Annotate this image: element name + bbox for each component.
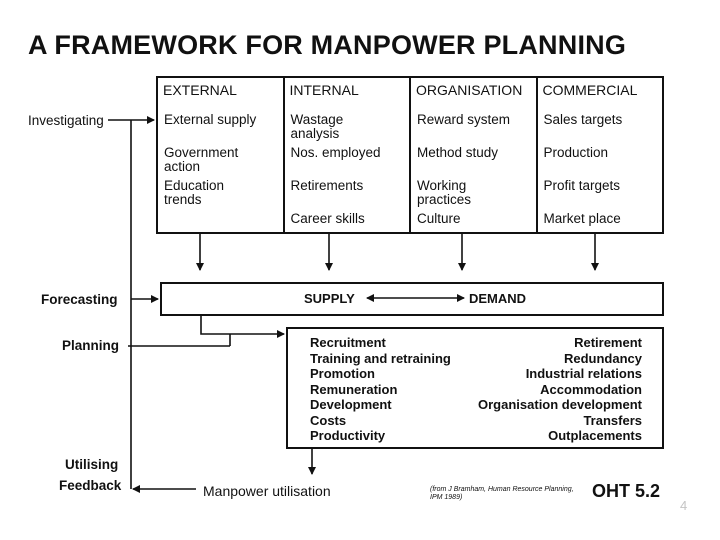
factor-item: Method study <box>417 145 499 160</box>
page-title: A FRAMEWORK FOR MANPOWER PLANNING <box>28 30 627 60</box>
column-header: INTERNAL <box>289 82 359 98</box>
column-header: EXTERNAL <box>163 82 237 98</box>
factor-item: Culture <box>417 211 461 226</box>
planning-item: Redundancy <box>563 350 642 366</box>
supply-to-planning-line <box>201 316 284 334</box>
planning-item: Development <box>310 397 392 412</box>
stage-forecasting: Forecasting <box>41 292 118 307</box>
factor-item: Reward system <box>417 112 511 127</box>
stage-investigating: Investigating <box>28 113 104 128</box>
planning-item: Remuneration <box>310 381 398 397</box>
planning-item: Outplacements <box>548 428 642 443</box>
factor-item: Profit targets <box>543 178 621 193</box>
demand-label: DEMAND <box>469 291 527 306</box>
factor-item: Government action <box>164 145 239 174</box>
manpower-utilisation-label: Manpower utilisation <box>203 483 331 499</box>
factor-item: Production <box>543 145 609 160</box>
factor-item: Wastage analysis <box>290 112 344 141</box>
citation-text: (from J Bramham, Human Resource Planning, IPM 1989) <box>430 486 574 501</box>
planning-item: Industrial relations <box>525 366 642 381</box>
slide-code: OHT 5.2 <box>592 481 661 501</box>
factor-item: Education trends <box>164 178 225 207</box>
planning-item: Transfers <box>583 412 642 428</box>
factor-item: Retirements <box>290 178 364 193</box>
factor-item: External supply <box>164 112 257 127</box>
stage-utilising: Utilising <box>65 457 119 472</box>
factor-item: Market place <box>543 211 621 226</box>
stage-feedback: Feedback <box>59 478 122 493</box>
column-header: COMMERCIAL <box>542 82 638 98</box>
factor-item: Nos. employed <box>290 145 381 160</box>
planning-item: Costs <box>310 412 347 428</box>
factor-item: Career skills <box>290 211 365 226</box>
factor-item: Working practices <box>417 178 472 207</box>
planning-item: Retirement <box>574 335 642 350</box>
stage-planning: Planning <box>62 338 119 353</box>
planning-item: Promotion <box>310 366 375 381</box>
planning-item: Productivity <box>310 428 386 443</box>
factor-item: Sales targets <box>543 112 623 127</box>
supply-label: SUPPLY <box>304 291 355 306</box>
column-header: ORGANISATION <box>416 82 523 98</box>
planning-item: Accommodation <box>540 381 642 397</box>
planning-item: Training and retraining <box>310 350 451 366</box>
planning-item: Recruitment <box>310 335 386 350</box>
planning-item: Organisation development <box>478 397 642 412</box>
page-number: 4 <box>680 498 688 513</box>
